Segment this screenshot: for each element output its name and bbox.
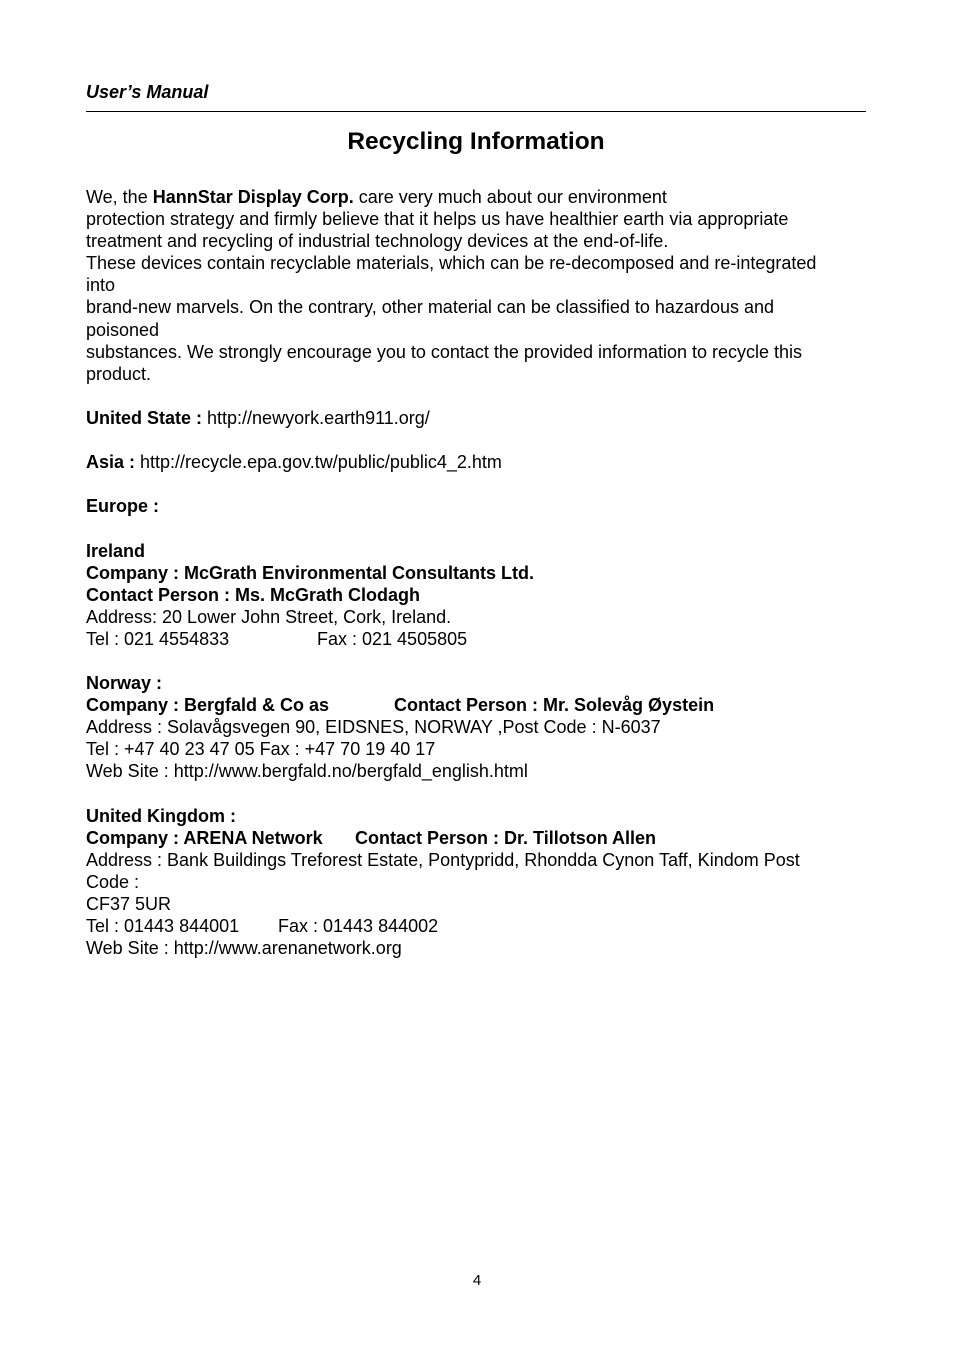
norway-contact: Contact Person : Mr. Solevåg Øystein — [394, 695, 715, 716]
uk-contact: Contact Person : Dr. Tillotson Allen — [355, 827, 657, 848]
intro-line-7: poisoned — [86, 319, 160, 340]
ireland-address: Address: 20 Lower John Street, Cork, Ireland. — [86, 606, 452, 627]
intro-line-6: brand-new marvels. On the contrary, other material can be classified to hazardous and — [86, 297, 775, 318]
uk-company: Company : ARENA Network — [86, 827, 323, 848]
intro-line-4: These devices contain recyclable materials, which can be re-decomposed and re-integrated — [86, 253, 817, 274]
uk-website[interactable]: Web Site : http://www.arenanetwork.org — [86, 938, 402, 959]
ireland-fax: Fax : 021 4505805 — [317, 628, 468, 649]
region-us — [86, 407, 876, 429]
uk-address-line-3: CF37 5UR — [86, 894, 172, 914]
norway-website[interactable]: Web Site : http://www.bergfald.no/bergfald_english.html — [86, 761, 528, 782]
region-asia-link[interactable]: http://recycle.epa.gov.tw/public/public4_2.htm — [140, 452, 502, 473]
document-body — [86, 186, 876, 959]
page-number: 4 — [472, 1272, 482, 1289]
intro-line-9: product. — [86, 363, 152, 384]
ireland-phone-row — [86, 628, 876, 650]
norway-address: Address : Solavågsvegen 90, EIDSNES, NORWAY ,Post Code : N-6037 — [86, 717, 661, 738]
ireland-heading: Ireland — [86, 540, 146, 561]
uk-heading: United Kingdom : — [86, 805, 236, 826]
page-title: Recycling Information — [347, 128, 605, 155]
norway-company-row — [86, 694, 876, 716]
intro-line-5: into — [86, 275, 116, 296]
intro-line-1: We, the HannStar Display Corp. care very much about our environment — [86, 187, 667, 207]
norway-heading: Norway : — [86, 673, 163, 694]
uk-tel: Tel : 01443 844001 — [86, 916, 240, 937]
region-us-label: United State : — [86, 407, 208, 428]
uk-company-row — [86, 827, 876, 849]
company-name: HannStar Display Corp. — [152, 187, 354, 207]
header-divider — [86, 111, 866, 112]
region-asia-label: Asia : — [86, 452, 141, 473]
region-asia — [86, 451, 876, 473]
uk-address-line-1: Address : Bank Buildings Treforest Estate, Pontypridd, Rhondda Cynon Taff, Kindom Post — [86, 849, 800, 870]
ireland-tel: Tel : 021 4554833 — [86, 628, 230, 649]
region-us-link[interactable]: http://newyork.earth911.org/ — [207, 407, 430, 428]
norway-tel-fax: Tel : +47 40 23 47 05 Fax : +47 70 19 40 17 — [86, 739, 436, 760]
intro-line-2: protection strategy and firmly believe that it helps us have healthier earth via appropriate — [86, 209, 789, 230]
ireland-contact: Contact Person : Ms. McGrath Clodagh — [86, 584, 421, 605]
intro-line-8: substances. We strongly encourage you to contact the provided information to recycle this — [86, 341, 803, 362]
running-header: User’s Manual — [86, 82, 209, 102]
intro-line-3: treatment and recycling of industrial technology devices at the end-of-life. — [86, 231, 669, 252]
ireland-company: Company : McGrath Environmental Consultants Ltd. — [86, 562, 535, 583]
norway-company: Company : Bergfald & Co as — [86, 695, 330, 716]
uk-address-line-2: Code : — [86, 871, 140, 892]
uk-phone-row — [86, 915, 876, 937]
region-europe-label: Europe : — [86, 496, 160, 517]
uk-fax: Fax : 01443 844002 — [278, 916, 439, 937]
